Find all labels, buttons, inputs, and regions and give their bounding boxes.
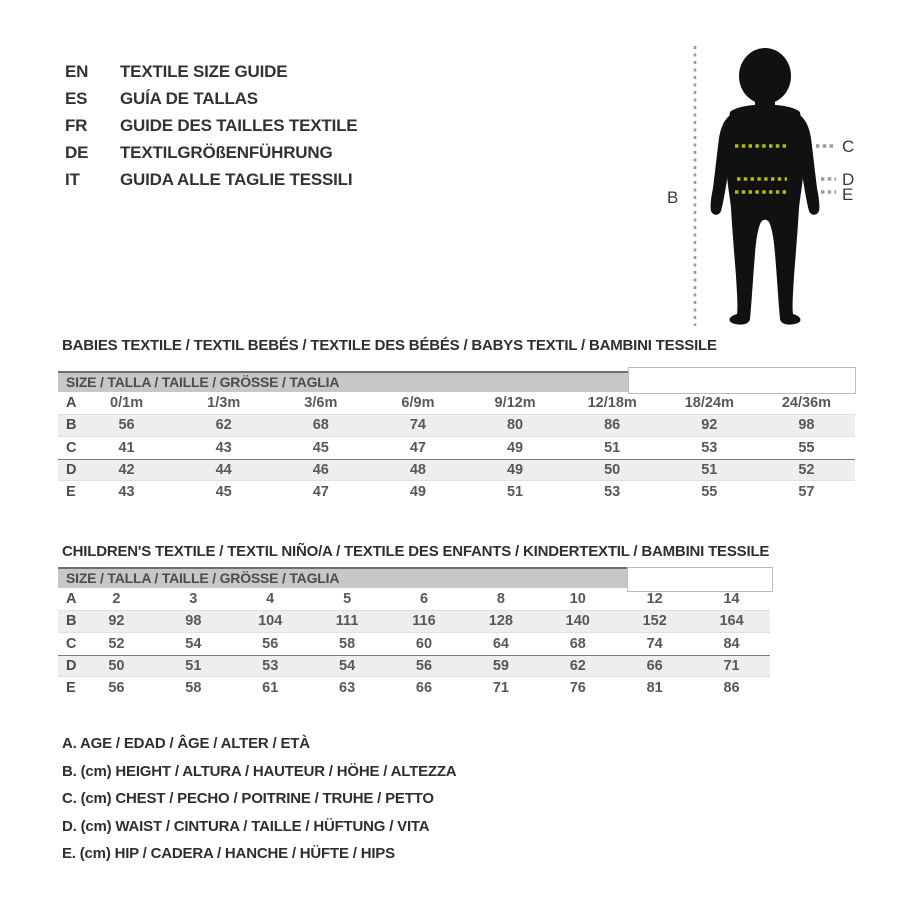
babies-cell-C-0: 41 (118, 439, 135, 456)
children-cell-D-2: 53 (262, 658, 279, 675)
babies-cell-A-0: 0/1m (110, 395, 144, 412)
babies-cell-B-4: 80 (506, 417, 524, 434)
babies-cell-E-0: 43 (118, 484, 135, 501)
language-code: IT (65, 170, 80, 189)
babies-cell-E-3: 49 (409, 484, 426, 501)
children-cell-C-4: 60 (415, 635, 433, 652)
children-row-B (58, 610, 770, 632)
language-row-fr (65, 112, 357, 139)
babies-row-label-D: D (66, 462, 77, 479)
language-code: EN (65, 62, 89, 81)
child-silhouette-figure (653, 36, 873, 338)
babies-cell-A-7: 24/36m (781, 395, 832, 412)
children-cell-A-1: 3 (189, 591, 198, 608)
children-row-label-B: B (66, 613, 77, 630)
children-table-size-header: SIZE / TALLA / TAILLE / GRÖSSE / TAGLIA (58, 569, 770, 588)
babies-cell-B-1: 62 (215, 417, 232, 434)
children-cell-B-8: 164 (719, 613, 744, 630)
babies-cell-C-7: 55 (798, 439, 815, 456)
babies-row-B (58, 414, 855, 436)
children-cell-A-4: 6 (419, 591, 429, 608)
legend-age: A. AGE / EDAD / ÂGE / ALTER / ETÀ (62, 735, 310, 752)
children-row-D (58, 655, 770, 677)
children-cell-D-8: 71 (723, 658, 740, 675)
children-cell-C-1: 54 (185, 635, 202, 652)
children-cell-C-2: 56 (262, 635, 279, 652)
babies-cell-B-6: 92 (701, 417, 718, 434)
babies-cell-B-5: 86 (604, 417, 621, 434)
babies-row-D (58, 459, 855, 481)
child-silhouette (711, 48, 820, 325)
children-cell-B-6: 140 (565, 613, 590, 630)
babies-cell-C-1: 43 (215, 439, 232, 456)
babies-row-label-A: A (66, 395, 77, 412)
babies-cell-E-1: 45 (215, 484, 232, 501)
babies-cell-D-0: 42 (118, 462, 135, 479)
babies-table-size-header: SIZE / TALLA / TAILLE / GRÖSSE / TAGLIA (58, 373, 855, 392)
language-row-es (65, 85, 357, 112)
babies-cell-A-6: 18/24m (684, 395, 734, 412)
babies-row-label-C: C (66, 439, 77, 456)
children-cell-E-0: 56 (108, 680, 125, 697)
legend-hip: E. (cm) HIP / CADERA / HANCHE / HÜFTE / HIPS (62, 845, 395, 862)
babies-cell-D-4: 49 (506, 462, 524, 479)
babies-section-title: BABIES TEXTILE / TEXTIL BEBÉS / TEXTILE DES BÉBÉS / BABYS TEXTIL / BAMBINI TESSILE (62, 337, 717, 354)
babies-row-A (58, 392, 855, 414)
children-cell-B-5: 128 (488, 613, 513, 630)
children-cell-B-1: 98 (185, 613, 202, 630)
children-cell-B-0: 92 (108, 613, 125, 630)
children-cell-E-2: 61 (262, 680, 279, 697)
children-cell-B-2: 104 (258, 613, 283, 630)
babies-cell-D-7: 52 (798, 462, 815, 479)
children-row-label-C: C (66, 635, 77, 652)
language-row-it (65, 166, 357, 193)
language-code: FR (65, 116, 88, 135)
babies-cell-E-6: 55 (701, 484, 718, 501)
children-cell-D-7: 66 (646, 658, 663, 675)
babies-row-label-E: E (66, 484, 76, 501)
label-E: E (842, 185, 854, 204)
children-cell-B-3: 111 (335, 613, 359, 630)
children-cell-C-5: 64 (492, 635, 509, 652)
babies-cell-D-6: 51 (701, 462, 718, 479)
babies-cell-A-5: 12/18m (587, 395, 637, 412)
children-cell-E-7: 81 (646, 680, 663, 697)
babies-cell-E-4: 51 (506, 484, 524, 501)
children-cell-A-5: 8 (496, 591, 505, 608)
legend-waist: D. (cm) WAIST / CINTURA / TAILLE / HÜFTUNG / VITA (62, 817, 430, 835)
children-row-label-E: E (66, 680, 76, 697)
babies-cell-A-3: 6/9m (401, 395, 435, 412)
language-title: TEXTILGRÖßENFÜHRUNG (120, 143, 333, 162)
language-list (65, 58, 357, 193)
children-cell-D-4: 56 (415, 658, 433, 675)
label-D: D (842, 170, 855, 189)
babies-row-C (58, 437, 855, 459)
babies-size-table (58, 371, 855, 503)
babies-cell-A-1: 1/3m (207, 395, 241, 412)
language-title: GUIDA ALLE TAGLIE TESSILI (120, 170, 353, 189)
babies-cell-C-6: 53 (701, 439, 718, 456)
children-cell-E-3: 63 (339, 680, 356, 697)
children-row-E (58, 677, 770, 699)
babies-cell-D-1: 44 (215, 462, 232, 479)
child-measurement-diagram (653, 36, 873, 338)
children-cell-A-7: 12 (646, 591, 663, 608)
children-cell-A-2: 4 (266, 591, 275, 608)
babies-size-highlight-box (628, 367, 856, 394)
legend-chest: C. (cm) CHEST / PECHO / POITRINE / TRUHE / PETTO (62, 790, 434, 807)
children-cell-C-6: 68 (569, 635, 586, 652)
children-cell-B-7: 152 (642, 613, 667, 630)
children-cell-D-0: 50 (108, 658, 125, 675)
babies-cell-A-4: 9/12m (494, 395, 536, 412)
babies-cell-C-3: 47 (409, 439, 426, 456)
children-cell-E-4: 66 (415, 680, 433, 697)
children-section-title: CHILDREN'S TEXTILE / TEXTIL NIÑO/A / TEXTILE DES ENFANTS / KINDERTEXTIL / BAMBINI TESSILE (62, 543, 770, 560)
children-cell-D-3: 54 (339, 658, 356, 675)
language-title: GUIDE DES TAILLES TEXTILE (120, 116, 358, 135)
babies-row-label-B: B (66, 417, 77, 434)
children-cell-C-0: 52 (108, 635, 125, 652)
children-cell-C-3: 58 (339, 635, 356, 652)
label-B: B (667, 188, 679, 207)
children-size-table (58, 567, 770, 699)
babies-cell-E-2: 47 (312, 484, 329, 501)
children-cell-D-6: 62 (569, 658, 586, 675)
babies-cell-B-3: 74 (409, 417, 426, 434)
children-cell-E-8: 86 (723, 680, 740, 697)
children-cell-C-7: 74 (646, 635, 663, 652)
children-cell-A-3: 5 (343, 591, 352, 608)
babies-row-E (58, 481, 855, 503)
babies-cell-B-7: 98 (798, 417, 815, 434)
language-title: GUÍA DE TALLAS (120, 89, 258, 108)
children-row-C (58, 633, 770, 655)
babies-cell-B-2: 68 (312, 417, 329, 434)
children-cell-A-0: 2 (112, 591, 121, 608)
children-cell-D-5: 59 (492, 658, 509, 675)
babies-cell-C-2: 45 (312, 439, 329, 456)
children-cell-C-8: 84 (723, 635, 740, 652)
language-row-de (65, 139, 357, 166)
children-cell-D-1: 51 (185, 658, 202, 675)
label-C: C (842, 137, 855, 156)
babies-cell-C-4: 49 (506, 439, 524, 456)
babies-cell-D-2: 46 (312, 462, 329, 479)
babies-cell-B-0: 56 (118, 417, 135, 434)
babies-cell-D-5: 50 (604, 462, 621, 479)
children-cell-A-6: 10 (569, 591, 586, 608)
children-cell-A-8: 14 (723, 591, 740, 608)
babies-cell-D-3: 48 (409, 462, 426, 479)
children-row-label-A: A (66, 591, 77, 608)
babies-cell-C-5: 51 (604, 439, 621, 456)
measurement-legend (62, 730, 456, 868)
babies-cell-A-2: 3/6m (304, 395, 338, 412)
babies-cell-E-7: 57 (798, 484, 815, 501)
children-cell-E-1: 58 (185, 680, 202, 697)
language-code: DE (65, 143, 89, 162)
language-title: TEXTILE SIZE GUIDE (120, 62, 288, 81)
children-cell-E-6: 76 (569, 680, 586, 697)
babies-cell-E-5: 53 (604, 484, 621, 501)
children-row-A (58, 588, 770, 610)
language-row-en (65, 58, 357, 85)
children-cell-E-5: 71 (492, 680, 509, 697)
language-code: ES (65, 89, 88, 108)
children-cell-B-4: 116 (412, 613, 436, 630)
children-row-label-D: D (66, 658, 77, 675)
legend-height: B. (cm) HEIGHT / ALTURA / HAUTEUR / HÖHE / ALTEZZA (62, 762, 457, 780)
